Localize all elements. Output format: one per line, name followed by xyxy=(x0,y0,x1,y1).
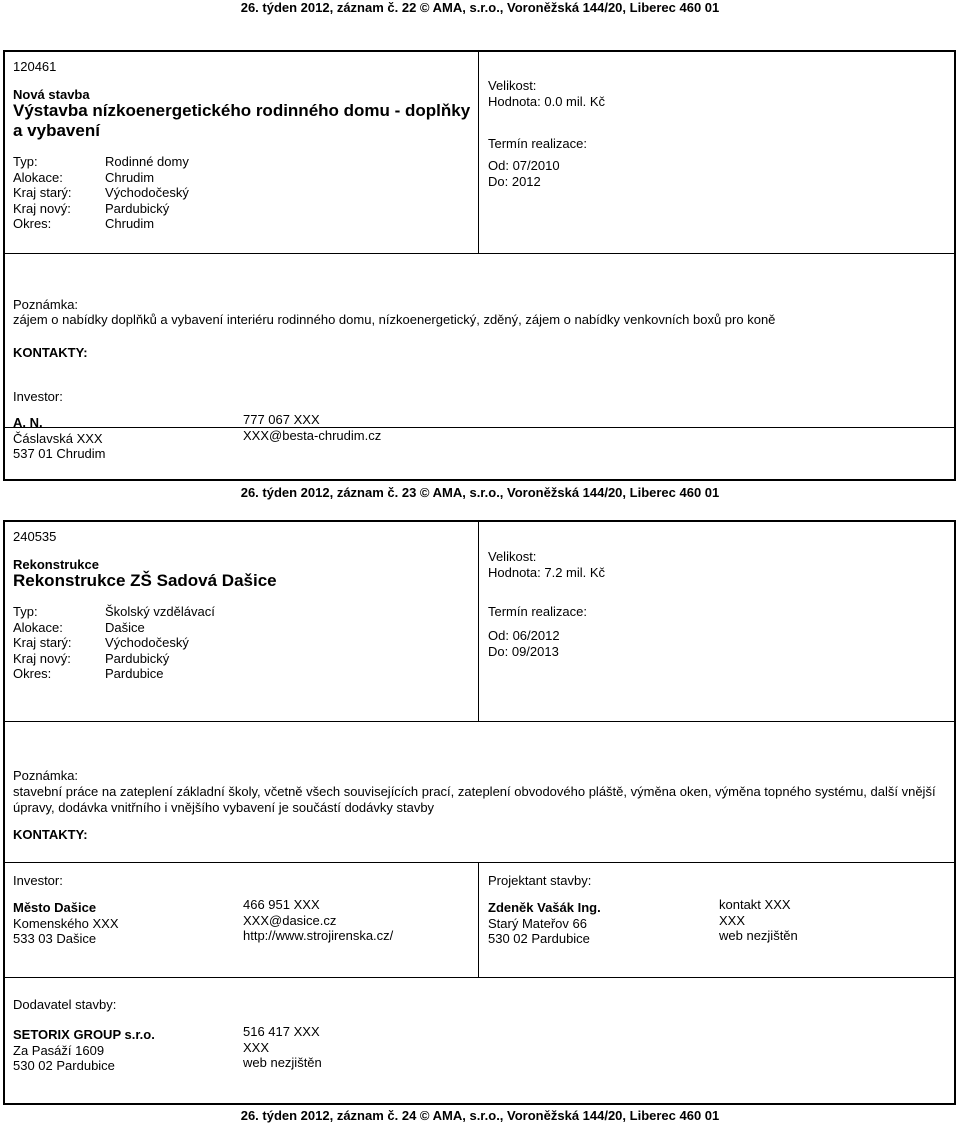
value-kraj-stary: Východočeský xyxy=(105,185,189,200)
contacts-heading: KONTAKTY: xyxy=(13,345,88,360)
designer-contact-1: kontakt XXX xyxy=(719,897,791,912)
investor-web[interactable]: http://www.strojirenska.cz/ xyxy=(243,928,394,943)
label-investor: Investor: xyxy=(13,873,63,888)
section-divider xyxy=(5,253,954,254)
title-line: a vybavení xyxy=(13,121,100,140)
label-kraj-novy: Kraj nový: xyxy=(13,200,71,216)
value-kraj-novy: Pardubický xyxy=(105,650,170,666)
label-kraj-stary: Kraj starý: xyxy=(13,185,72,200)
contractor-address xyxy=(13,1027,155,1074)
contractor-contact xyxy=(243,1024,322,1071)
value-od: Od: 06/2012 xyxy=(488,628,560,643)
investor-name: A. N. xyxy=(13,415,43,430)
label-velikost: Velikost: xyxy=(488,549,537,564)
investor-phone: 466 951 XXX xyxy=(243,897,320,912)
value-okres: Pardubice xyxy=(105,666,164,681)
investor-street: Komenského XXX xyxy=(13,915,119,931)
label-projektant: Projektant stavby: xyxy=(488,873,592,888)
column-divider xyxy=(478,522,479,721)
size-block xyxy=(488,78,605,109)
page-header: 26. týden 2012, záznam č. 23 © AMA, s.r.o., Voroněžská 144/20, Liberec 460 01 xyxy=(240,485,720,500)
value-okres: Chrudim xyxy=(105,216,155,231)
label-alokace: Alokace: xyxy=(13,169,63,185)
page-header: 26. týden 2012, záznam č. 24 © AMA, s.r.o., Voroněžská 144/20, Liberec 460 01 xyxy=(240,1108,720,1123)
designer-street: Starý Mateřov 66 xyxy=(488,915,587,931)
note-text xyxy=(13,784,936,815)
designer-contact-3: web nezjištěn xyxy=(719,928,798,943)
investor-name: Město Dašice xyxy=(13,900,97,915)
value-alokace: Dašice xyxy=(105,619,145,635)
value-do: Do: 09/2013 xyxy=(488,643,559,659)
record-attributes xyxy=(13,604,215,682)
value-kraj-novy: Pardubický xyxy=(105,200,170,216)
contractor-name: SETORIX GROUP s.r.o. xyxy=(13,1027,155,1042)
label-velikost: Velikost: xyxy=(488,78,537,93)
label-alokace: Alokace: xyxy=(13,619,63,635)
investor-city: 537 01 Chrudim xyxy=(13,446,106,461)
investor-city: 533 03 Dašice xyxy=(13,931,97,946)
contractor-street: Za Pasáží 1609 xyxy=(13,1042,105,1058)
title-line: Výstavba nízkoenergetického rodinného domu - doplňky xyxy=(13,101,471,120)
record-id: 120461 xyxy=(13,59,57,74)
record-card xyxy=(3,50,956,481)
record-category: Rekonstrukce xyxy=(13,557,99,572)
value-hodnota: Hodnota: 7.2 mil. Kč xyxy=(488,564,606,580)
section-divider xyxy=(5,427,954,428)
investor-email[interactable]: XXX@besta-chrudim.cz xyxy=(243,427,382,443)
value-od: Od: 07/2010 xyxy=(488,158,560,173)
label-poznamka: Poznámka: xyxy=(13,297,79,312)
size-block xyxy=(488,549,605,580)
record-category: Nová stavba xyxy=(13,87,90,102)
value-hodnota: Hodnota: 0.0 mil. Kč xyxy=(488,93,606,109)
label-termin: Termín realizace: xyxy=(488,136,587,151)
contractor-contact-3: web nezjištěn xyxy=(243,1055,322,1070)
value-kraj-stary: Východočeský xyxy=(105,635,189,650)
note-line: stavební práce na zateplení základní školy, včetně všech souvisejících prací, zateplení obvodového pláště, výměna oken, výměna topného systému, další vnější xyxy=(13,784,936,799)
column-divider xyxy=(478,862,479,977)
value-alokace: Chrudim xyxy=(105,169,155,185)
label-investor: Investor: xyxy=(13,389,63,404)
record-title xyxy=(13,101,470,141)
value-typ: Rodinné domy xyxy=(105,154,189,169)
investor-street: Čáslavská XXX xyxy=(13,430,103,446)
label-termin: Termín realizace: xyxy=(488,604,587,619)
label-typ: Typ: xyxy=(13,604,38,619)
label-poznamka: Poznámka: xyxy=(13,768,79,783)
label-okres: Okres: xyxy=(13,216,52,231)
note-line: úpravy, dodávka vnitřního i vnějšího vybavení je součástí dodávky stavby xyxy=(13,799,435,815)
contractor-city: 530 02 Pardubice xyxy=(13,1058,115,1073)
investor-contact xyxy=(243,412,381,443)
term-block xyxy=(488,628,560,659)
label-kraj-stary: Kraj starý: xyxy=(13,635,72,650)
term-block xyxy=(488,158,560,189)
contractor-contact-2: XXX xyxy=(243,1039,270,1055)
section-divider xyxy=(5,721,954,722)
investor-address xyxy=(13,900,119,947)
contacts-heading: KONTAKTY: xyxy=(13,827,88,842)
record-id: 240535 xyxy=(13,529,57,544)
record-card xyxy=(3,520,956,1105)
label-typ: Typ: xyxy=(13,154,38,169)
investor-phone: 777 067 XXX xyxy=(243,412,320,427)
investor-email[interactable]: XXX@dasice.cz xyxy=(243,912,337,928)
section-divider xyxy=(5,977,954,978)
page-header: 26. týden 2012, záznam č. 22 © AMA, s.r.o., Voroněžská 144/20, Liberec 460 01 xyxy=(240,0,720,15)
designer-name: Zdeněk Vašák Ing. xyxy=(488,900,601,915)
section-divider xyxy=(5,862,954,863)
investor-address xyxy=(13,415,106,462)
record-attributes xyxy=(13,154,189,232)
label-okres: Okres: xyxy=(13,666,52,681)
designer-contact-2: XXX xyxy=(719,912,746,928)
label-kraj-novy: Kraj nový: xyxy=(13,650,71,666)
label-dodavatel: Dodavatel stavby: xyxy=(13,997,117,1012)
value-typ: Školský vzdělávací xyxy=(105,604,215,619)
value-do: Do: 2012 xyxy=(488,173,541,189)
designer-contact xyxy=(719,897,798,944)
record-title: Rekonstrukce ZŠ Sadová Dašice xyxy=(13,571,277,590)
column-divider xyxy=(478,52,479,253)
designer-address xyxy=(488,900,601,947)
note-text: zájem o nabídky doplňků a vybavení interiéru rodinného domu, nízkoenergetický, zděný, zájem o nabídky venkovních boxů pro koně xyxy=(13,312,776,327)
contractor-contact-1: 516 417 XXX xyxy=(243,1024,320,1039)
investor-contact xyxy=(243,897,393,944)
designer-city: 530 02 Pardubice xyxy=(488,931,590,946)
